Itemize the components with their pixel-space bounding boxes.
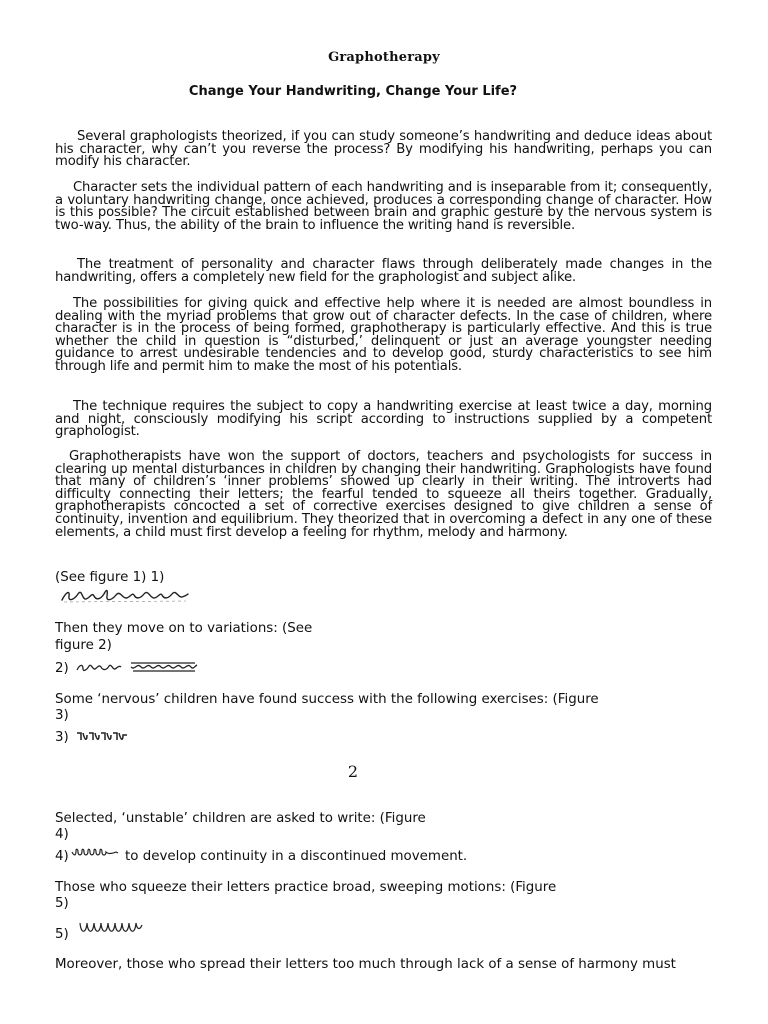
figure-5-handwriting-sample	[78, 918, 148, 938]
figure-2-intro-line-2: figure 2)	[55, 638, 112, 653]
figure-3-intro-line-1: Some ‘nervous’ children have found success with the following exercises: (Figure	[55, 692, 599, 707]
figure-5-intro-line-2: 5)	[55, 896, 69, 911]
paragraph-5	[55, 401, 712, 439]
paragraph-text: Character sets the individual pattern of each handwriting and is inseparable from it; consequently, a voluntary handwriting change, once achieved, produces a corresponding change of character. How is this possible? The circuit established between brain and graphic gesture by the nervous system is two-way. Thus, the ability of the brain to influence the writing hand is reversible.	[55, 180, 712, 233]
paragraph-text: The technique requires the subject to copy a handwriting exercise at least twice a day, morning and night, consciously modifying his script according to instructions supplied by a competent graphologist.	[55, 399, 712, 440]
page-number: 2	[347, 762, 359, 781]
figure-3-intro-line-2: 3)	[55, 708, 69, 723]
figure-3-handwriting-sample	[75, 729, 129, 745]
paragraph-2	[55, 182, 712, 232]
figure-3-label: 3)	[55, 730, 69, 745]
paragraph-1	[55, 131, 712, 169]
closing-line: Moreover, those who spread their letters too much through lack of a sense of harmony must	[55, 957, 676, 972]
figure-4-handwriting-sample	[70, 846, 120, 860]
figure-1-handwriting-sample	[60, 586, 190, 606]
figure-4-intro-line-1: Selected, ‘unstable’ children are asked to write: (Figure	[55, 811, 426, 826]
figure-5-intro-line-1: Those who squeeze their letters practice broad, sweeping motions: (Figure	[55, 880, 557, 895]
paragraph-text: The possibilities for giving quick and effective help where it is needed are almost boundless in dealing with the myriad problems that grow out of character defects. In the case of children, where character is in the process of being formed, graphotherapy is particularly effective. And this is true whether the child in question is “disturbed,’ delinquent or just an average youngster needing guidance to arrest undesirable tendencies and to develop good, sturdy characteristics to see him through life and permit him to make the most of his potentials.	[55, 296, 712, 374]
figure-4-suffix: to develop continuity in a discontinued movement.	[125, 849, 468, 864]
figure-2-label: 2)	[55, 661, 69, 676]
figure-5-label: 5)	[55, 927, 69, 942]
document-title: Graphotherapy	[328, 50, 440, 65]
figure-4-intro-line-2: 4)	[55, 827, 69, 842]
figure-2-handwriting-sample	[75, 658, 201, 676]
figure-4-label: 4)	[55, 849, 69, 864]
paragraph-6	[55, 451, 712, 539]
paragraph-3	[55, 259, 712, 284]
paragraph-text: Graphotherapists have won the support of doctors, teachers and psychologists for success in clearing up mental disturbances in children by changing their handwriting. Graphologists have found that many of children’s ‘inner problems’ showed up clearly in their writing. The introverts had difficulty connecting their letters; the fearful tended to squeeze all theirs together. Gradually, graphotherapists concocted a set of corrective exercises designed to give children a sense of continuity, invention and equilibrium. They theorized that in overcoming a defect in any one of these elements, a child must first develop a feeling for rhythm, melody and harmony.	[55, 449, 712, 540]
document-subtitle: Change Your Handwriting, Change Your Life?	[188, 84, 518, 99]
paragraph-text: The treatment of personality and character flaws through deliberately made changes in the handwriting, offers a completely new field for the graphologist and subject alike.	[55, 257, 712, 285]
figure-1-caption: (See figure 1) 1)	[55, 570, 165, 585]
figure-2-intro-line-1: Then they move on to variations: (See	[55, 621, 313, 636]
paragraph-text: Several graphologists theorized, if you can study someone’s handwriting and deduce ideas about his character, why can’t you reverse the process? By modifying his handwriting, perhaps you can modify his character.	[55, 129, 712, 170]
paragraph-4	[55, 298, 712, 374]
